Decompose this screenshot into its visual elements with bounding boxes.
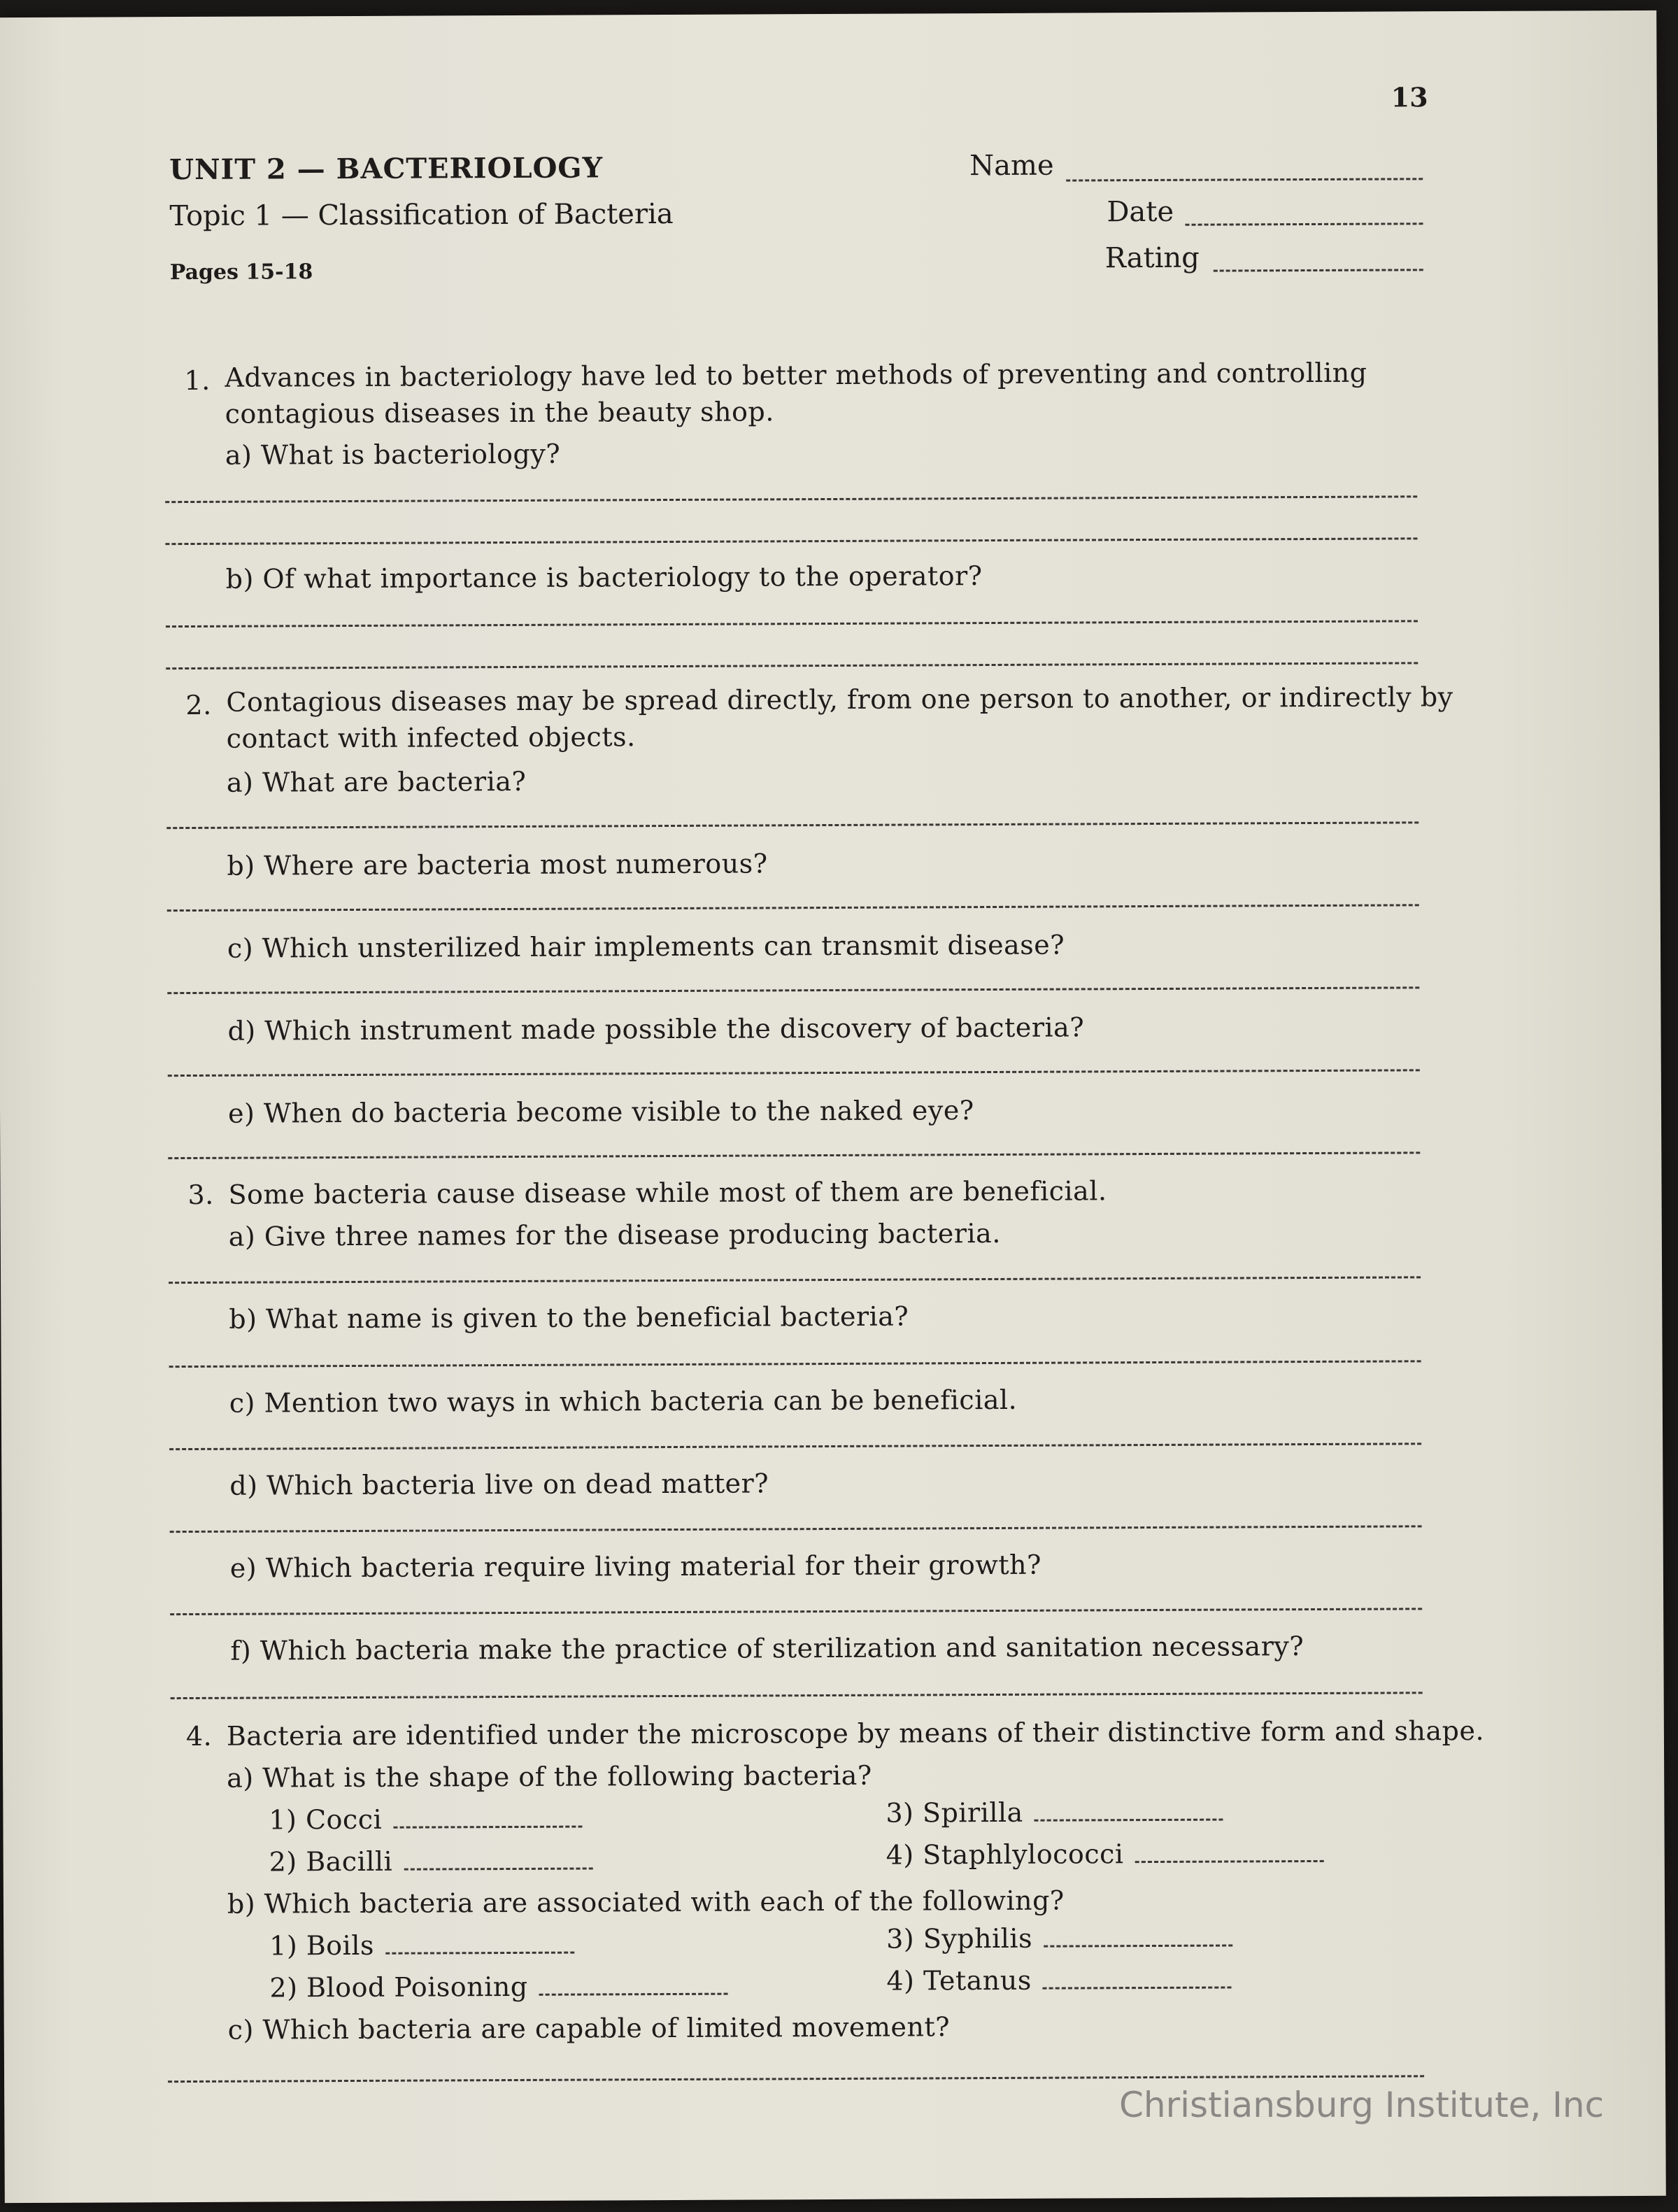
topic-title: Topic 1 — Classification of Bacteria: [169, 197, 674, 233]
answer-line-3d[interactable]: [170, 1525, 1422, 1533]
question-2a: a) What are bacteria?: [226, 765, 527, 798]
question-2e: e) When do bacteria become visible to the naked eye?: [227, 1095, 974, 1129]
name-label: Name: [969, 149, 1054, 183]
answer-line-1a-1[interactable]: [165, 495, 1417, 503]
answer-line-3b[interactable]: [169, 1360, 1421, 1368]
question-2b: b) Where are bacteria most numerous?: [227, 848, 768, 881]
question-4a: a) What is the shape of the following bacteria?: [227, 1759, 872, 1794]
pages-reference: Pages 15-18: [169, 260, 313, 285]
question-4c: c) Which bacteria are capable of limited movement?: [227, 2011, 951, 2046]
question-2c: c) Which unsterilized hair implements can transmit disease?: [227, 929, 1065, 964]
question-4b-item-4: 4) Tetanus: [886, 1964, 1232, 1997]
answer-line-1a-2[interactable]: [165, 537, 1417, 545]
rating-label: Rating: [1104, 241, 1200, 275]
answer-line-2c[interactable]: [167, 986, 1419, 994]
date-field[interactable]: [1185, 222, 1423, 225]
question-3d: d) Which bacteria live on dead matter?: [229, 1468, 769, 1501]
answer-line-2b[interactable]: [167, 904, 1419, 912]
question-2d: d) Which instrument made possible the discovery of bacteria?: [227, 1012, 1085, 1047]
question-4-text: Bacteria are identified under the microscope by means of their distinctive form and shape.: [226, 1715, 1485, 1752]
question-3f: f) Which bacteria make the practice of sterilization and sanitation necessary?: [230, 1631, 1304, 1666]
question-3c: c) Mention two ways in which bacteria can be beneficial.: [229, 1384, 1018, 1419]
answer-field-4b-3[interactable]: [1044, 1945, 1232, 1948]
answer-line-1b-1[interactable]: [166, 620, 1418, 628]
answer-field-4a-1[interactable]: [393, 1826, 582, 1829]
rating-field[interactable]: [1214, 269, 1423, 271]
question-4a-item-4: 4) Staphlylococci: [886, 1838, 1324, 1871]
question-4a-item-1: 1) Cocci: [269, 1803, 582, 1836]
watermark: Christiansburg Institute, Inc: [1119, 2085, 1605, 2125]
answer-line-3c[interactable]: [169, 1442, 1421, 1450]
answer-line-3a[interactable]: [169, 1276, 1421, 1284]
question-1-text: Advances in bacteriology have led to better methods of preventing and controlling contagious diseases in the beauty shop.: [225, 357, 1367, 430]
answer-field-4a-4[interactable]: [1135, 1860, 1324, 1863]
question-1-number: 1.: [184, 364, 211, 397]
question-3-text: Some bacteria cause disease while most of them are beneficial.: [228, 1175, 1107, 1210]
worksheet-page: [0, 10, 1666, 2203]
question-3a: a) Give three names for the disease producing bacteria.: [228, 1217, 1001, 1252]
question-2-number: 2.: [185, 689, 212, 721]
question-4b-item-1: 1) Boils: [269, 1929, 574, 1962]
answer-field-4b-1[interactable]: [385, 1952, 574, 1955]
answer-line-3e[interactable]: [170, 1608, 1422, 1615]
answer-line-3f[interactable]: [171, 1692, 1423, 1699]
answer-line-4c[interactable]: [168, 2075, 1424, 2083]
date-label: Date: [1107, 195, 1174, 229]
answer-line-2e[interactable]: [168, 1151, 1420, 1159]
unit-title: UNIT 2 — BACTERIOLOGY: [169, 151, 604, 187]
question-4a-item-2: 2) Bacilli: [269, 1845, 593, 1877]
question-3b: b) What name is given to the beneficial bacteria?: [229, 1300, 909, 1335]
answer-field-4b-2[interactable]: [539, 1993, 728, 1996]
question-4-number: 4.: [185, 1720, 213, 1752]
answer-line-2d[interactable]: [168, 1069, 1420, 1077]
question-1b: b) Of what importance is bacteriology to the operator?: [225, 560, 983, 595]
name-field[interactable]: [1066, 178, 1423, 181]
question-3-number: 3.: [187, 1179, 214, 1211]
answer-field-4a-3[interactable]: [1034, 1819, 1223, 1822]
answer-field-4a-2[interactable]: [404, 1867, 592, 1870]
page-number: 13: [1391, 81, 1428, 113]
question-4b-item-2: 2) Blood Poisoning: [269, 1971, 727, 2004]
question-3e: e) Which bacteria require living material for their growth?: [229, 1549, 1042, 1584]
answer-line-1b-2[interactable]: [166, 662, 1418, 669]
question-1a: a) What is bacteriology?: [225, 438, 561, 471]
answer-line-2a[interactable]: [166, 821, 1419, 829]
question-4b-item-3: 3) Syphilis: [886, 1922, 1232, 1955]
question-2-text: Contagious diseases may be spread directly, from one person to another, or indirectly by contact with infected objects.: [226, 681, 1453, 754]
question-4b: b) Which bacteria are associated with each of the following?: [227, 1885, 1065, 1920]
answer-field-4b-4[interactable]: [1043, 1987, 1232, 1990]
question-4a-item-3: 3) Spirilla: [886, 1796, 1223, 1829]
